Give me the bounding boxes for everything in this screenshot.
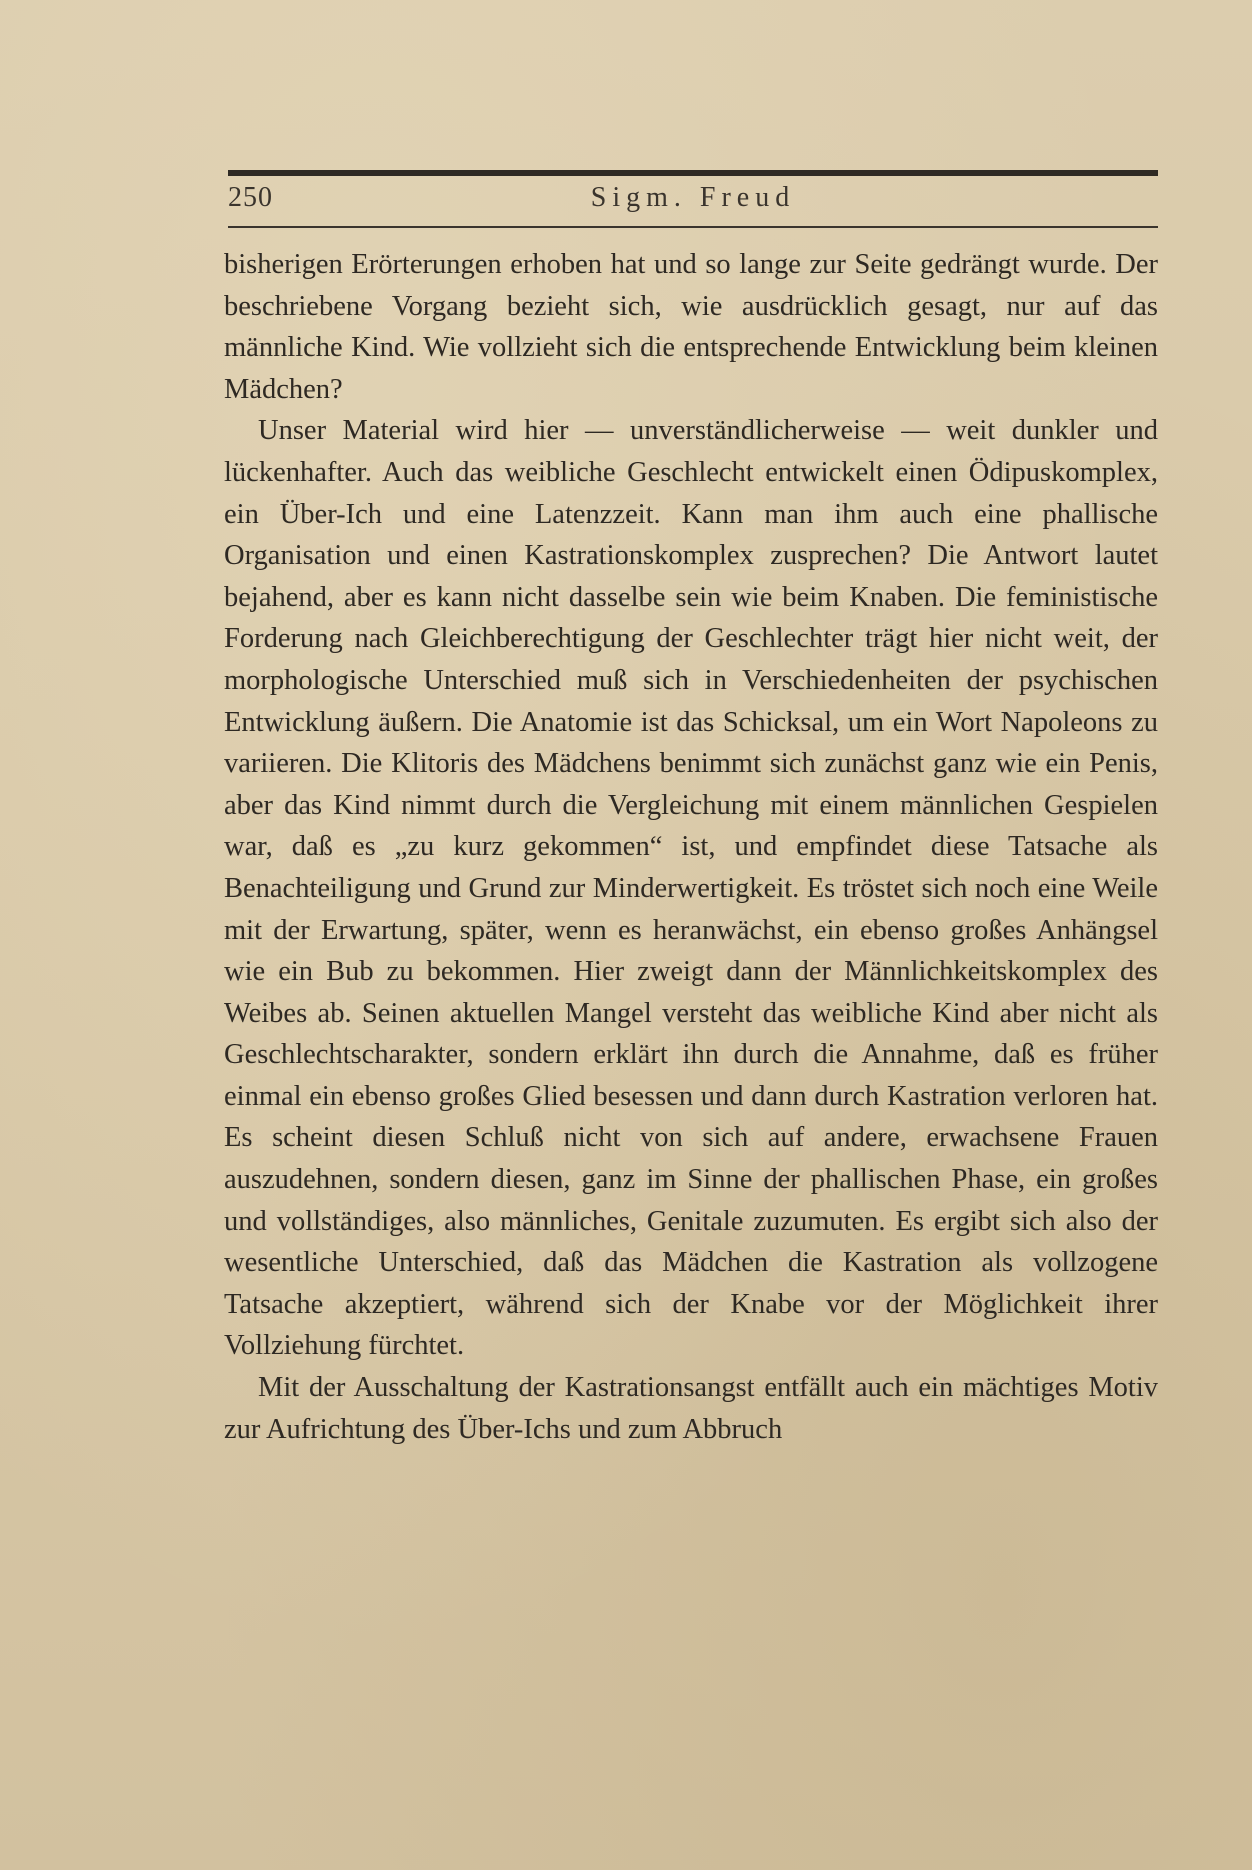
page-header (228, 182, 1158, 226)
paragraph-continued: bisherigen Erörterungen erhoben hat und so lange zur Seite gedrängt wurde. Der beschriebene Vorgang bezieht sich, wie ausdrücklich gesagt, nur auf das männliche Kind. Wie vollzieht sich die entsprechende Entwicklung beim kleinen Mädchen? (224, 249, 1158, 405)
body-text (224, 244, 1158, 1450)
paragraph: Unser Material wird hier — unverständlicherweise — weit dunkler und lückenhafter. Auch das weibliche Geschlecht entwickelt einen Ödipuskomplex, ein Über-Ich und eine Latenzzeit. Kann man ihm auch eine phallische Organisation und einen Kastrationskomplex zusprechen? Die Antwort lautet bejahend, aber es kann nicht dasselbe sein wie beim Knaben. Die feministische Forderung nach Gleichberechtigung der Geschlechter trägt hier nicht weit, der morphologische Unterschied muß sich in Verschiedenheiten der psychischen Entwicklung äußern. Die Anatomie ist das Schicksal, um ein Wort Napoleons zu variieren. Die Klitoris des Mädchens benimmt sich zunächst ganz wie ein Penis, aber das Kind nimmt durch die Vergleichung mit einem männlichen Gespielen war, daß es „zu kurz gekommen“ ist, und empfindet diese Tatsache als Benachteiligung und Grund zur Minderwertigkeit. Es tröstet sich noch eine Weile mit der Erwartung, später, wenn es heranwächst, ein ebenso großes Anhängsel wie ein Bub zu bekommen. Hier zweigt dann der Männlichkeitskomplex des Weibes ab. Seinen aktuellen Mangel versteht das weibliche Kind aber nicht als Geschlechtscharakter, sondern erklärt ihn durch die Annahme, daß es früher einmal ein ebenso großes Glied besessen und dann durch Kastration verloren hat. Es scheint diesen Schluß nicht von sich auf andere, erwachsene Frauen auszudehnen, sondern diesen, ganz im Sinne der phallischen Phase, ein großes und vollständiges, also männliches, Genitale zuzumuten. Es ergibt sich also der wesentliche Unterschied, daß das Mädchen die Kastration als vollzogene Tatsache akzeptiert, während sich der Knabe vor der Möglichkeit ihrer Vollziehung fürchtet. (224, 415, 1158, 1362)
header-rule (228, 226, 1158, 228)
page-number: 250 (228, 182, 273, 213)
top-rule (228, 170, 1158, 176)
paragraph: Mit der Ausschaltung der Kastrationsangst entfällt auch ein mächtiges Motiv zur Aufrichtung des Über-Ichs und zum Abbruch (224, 1372, 1158, 1445)
running-head: Sigm. Freud (590, 182, 796, 213)
